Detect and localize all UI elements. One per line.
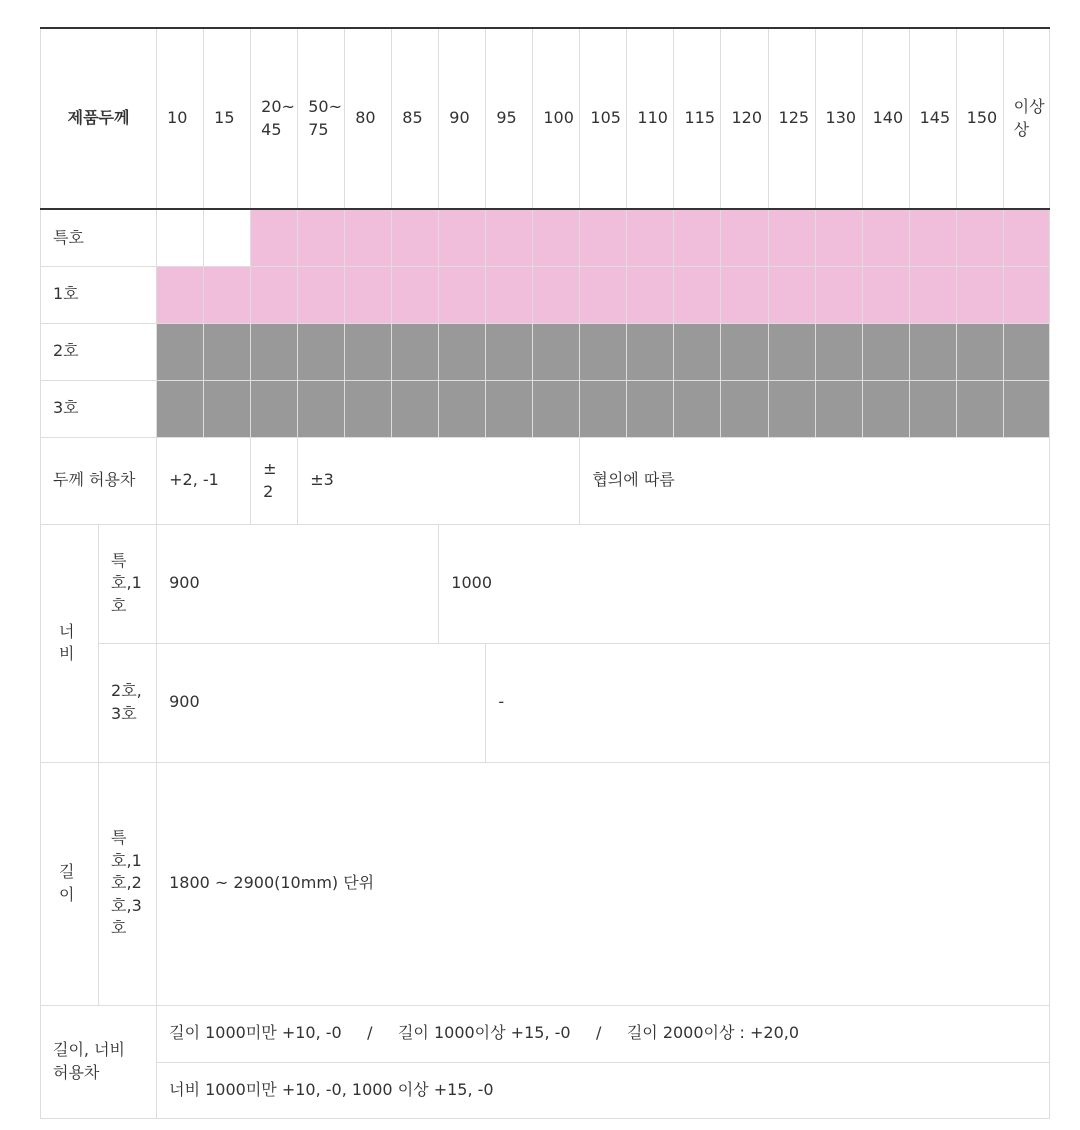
grade-cell-available xyxy=(768,380,815,437)
grade-cell-available xyxy=(345,380,392,437)
grade-cell-available xyxy=(815,323,862,380)
grade-cell-available xyxy=(580,380,627,437)
grade-cell-available xyxy=(721,380,768,437)
grade-cell-available xyxy=(486,209,533,266)
grade-row xyxy=(41,380,1050,437)
spec-table xyxy=(40,27,1050,1119)
thickness-col-header: 90 xyxy=(439,28,486,209)
width-value: 900 xyxy=(157,643,486,762)
grade-cell-available xyxy=(721,209,768,266)
thickness-col-header: 95 xyxy=(486,28,533,209)
grade-cell-available xyxy=(204,323,251,380)
grade-cell-available xyxy=(627,323,674,380)
width-value: - xyxy=(486,643,1050,762)
grade-cell-available xyxy=(533,323,580,380)
thickness-col-header: 145 xyxy=(909,28,956,209)
width-sub-label: 2호,3호 xyxy=(99,643,157,762)
header-row xyxy=(41,28,1050,209)
grade-cell-available xyxy=(627,380,674,437)
header-label: 제품두께 xyxy=(41,28,157,209)
thickness-col-header: 80 xyxy=(345,28,392,209)
lw-tolerance-value: 길이 1000미만 +10, -0 / 길이 1000이상 +15, -0 / 길이 2000이상 : +20,0 xyxy=(157,1005,1050,1062)
tolerance-value: +2, -1 xyxy=(157,437,251,524)
thickness-col-header: 105 xyxy=(580,28,627,209)
grade-cell-available xyxy=(1003,323,1049,380)
grade-cell-available xyxy=(439,266,486,323)
grade-cell-available xyxy=(157,380,204,437)
thickness-col-header: 110 xyxy=(627,28,674,209)
grade-cell-available xyxy=(251,323,298,380)
thickness-col-header: 50~75 xyxy=(298,28,345,209)
grade-cell-available xyxy=(1003,266,1049,323)
thickness-col-header: 15 xyxy=(204,28,251,209)
grade-cell-available xyxy=(815,266,862,323)
lw-tolerance-row xyxy=(41,1005,1050,1062)
grade-cell-available xyxy=(298,266,345,323)
lw-tolerance-row xyxy=(41,1062,1050,1118)
grade-cell-available xyxy=(862,209,909,266)
grade-cell-available xyxy=(862,380,909,437)
grade-cell-available xyxy=(345,266,392,323)
grade-row xyxy=(41,266,1050,323)
grade-cell-available xyxy=(956,209,1003,266)
grade-cell-available xyxy=(486,323,533,380)
grade-cell-available xyxy=(439,323,486,380)
grade-cell-available xyxy=(674,380,721,437)
grade-label: 특호 xyxy=(41,209,157,266)
grade-cell-available xyxy=(204,380,251,437)
grade-cell-empty xyxy=(157,209,204,266)
grade-cell-available xyxy=(956,266,1003,323)
grade-cell-available xyxy=(956,323,1003,380)
grade-cell-available xyxy=(909,380,956,437)
grade-cell-available xyxy=(909,266,956,323)
width-sub-label: 특호,1호 xyxy=(99,524,157,643)
thickness-col-header: 130 xyxy=(815,28,862,209)
grade-cell-available xyxy=(768,323,815,380)
width-value: 900 xyxy=(157,524,439,643)
grade-cell-available xyxy=(768,266,815,323)
width-row xyxy=(41,524,1050,643)
thickness-col-header: 20~45 xyxy=(251,28,298,209)
length-label: 길이 xyxy=(41,762,99,1005)
length-value: 1800 ~ 2900(10mm) 단위 xyxy=(157,762,1050,1005)
grade-cell-available xyxy=(439,380,486,437)
thickness-col-header: 125 xyxy=(768,28,815,209)
grade-cell-available xyxy=(157,323,204,380)
grade-cell-available xyxy=(486,266,533,323)
grade-cell-available xyxy=(298,323,345,380)
width-label: 너비 xyxy=(41,524,99,762)
grade-cell-available xyxy=(533,380,580,437)
grade-label: 2호 xyxy=(41,323,157,380)
thickness-col-header: 120 xyxy=(721,28,768,209)
grade-cell-available xyxy=(674,323,721,380)
grade-cell-available xyxy=(251,380,298,437)
thickness-col-header: 85 xyxy=(392,28,439,209)
grade-cell-empty xyxy=(204,209,251,266)
grade-cell-available xyxy=(298,380,345,437)
grade-cell-available xyxy=(392,266,439,323)
grade-cell-available xyxy=(580,266,627,323)
tolerance-value: ±3 xyxy=(298,437,580,524)
grade-cell-available xyxy=(580,323,627,380)
grade-cell-available xyxy=(580,209,627,266)
tolerance-value: 협의에 따름 xyxy=(580,437,1050,524)
grade-cell-available xyxy=(862,266,909,323)
grade-cell-available xyxy=(345,323,392,380)
grade-cell-available xyxy=(815,209,862,266)
grade-cell-available xyxy=(486,380,533,437)
grade-cell-available xyxy=(956,380,1003,437)
grade-cell-available xyxy=(392,323,439,380)
length-row xyxy=(41,762,1050,1005)
grade-cell-available xyxy=(298,209,345,266)
grade-cell-available xyxy=(674,266,721,323)
lw-tolerance-value: 너비 1000미만 +10, -0, 1000 이상 +15, -0 xyxy=(157,1062,1050,1118)
thickness-col-header: 이상상 xyxy=(1003,28,1049,209)
width-value: 1000 xyxy=(439,524,1050,643)
grade-cell-available xyxy=(674,209,721,266)
grade-row xyxy=(41,323,1050,380)
grade-cell-available xyxy=(345,209,392,266)
thickness-col-header: 150 xyxy=(956,28,1003,209)
width-row xyxy=(41,643,1050,762)
grade-cell-available xyxy=(768,209,815,266)
grade-cell-available xyxy=(627,209,674,266)
thickness-tolerance-label: 두께 허용차 xyxy=(41,437,157,524)
grade-cell-available xyxy=(909,323,956,380)
thickness-col-header: 115 xyxy=(674,28,721,209)
grade-cell-available xyxy=(862,323,909,380)
thickness-tolerance-row xyxy=(41,437,1050,524)
grade-cell-available xyxy=(204,266,251,323)
grade-cell-available xyxy=(721,323,768,380)
grade-cell-available xyxy=(1003,380,1049,437)
lw-tolerance-label: 길이, 너비 허용차 xyxy=(41,1005,157,1118)
grade-label: 3호 xyxy=(41,380,157,437)
grade-cell-available xyxy=(392,209,439,266)
grade-cell-available xyxy=(392,380,439,437)
grade-cell-available xyxy=(157,266,204,323)
grade-cell-available xyxy=(439,209,486,266)
grade-cell-available xyxy=(533,266,580,323)
thickness-col-header: 10 xyxy=(157,28,204,209)
length-sub-label: 특호,1호,2호,3호 xyxy=(99,762,157,1005)
tolerance-value: ±2 xyxy=(251,437,298,524)
grade-cell-available xyxy=(627,266,674,323)
grade-cell-available xyxy=(251,266,298,323)
grade-cell-available xyxy=(815,380,862,437)
grade-cell-available xyxy=(721,266,768,323)
grade-label: 1호 xyxy=(41,266,157,323)
thickness-col-header: 100 xyxy=(533,28,580,209)
grade-cell-available xyxy=(533,209,580,266)
grade-cell-available xyxy=(1003,209,1049,266)
thickness-col-header: 140 xyxy=(862,28,909,209)
grade-cell-available xyxy=(909,209,956,266)
grade-row xyxy=(41,209,1050,266)
grade-cell-available xyxy=(251,209,298,266)
